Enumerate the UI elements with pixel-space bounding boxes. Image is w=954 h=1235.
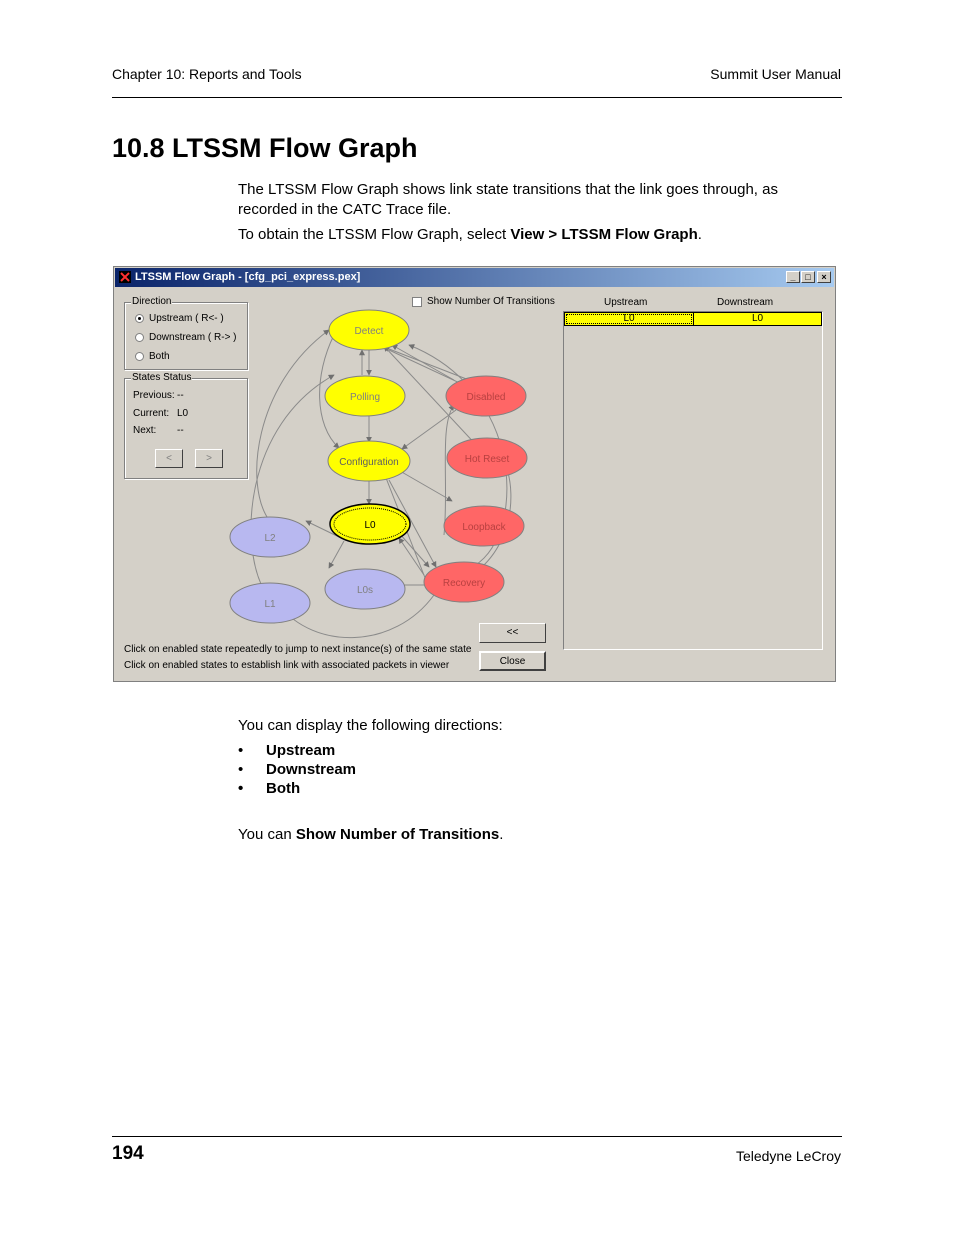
direction-legend: Direction <box>132 296 172 307</box>
close-button[interactable]: Close <box>479 651 546 671</box>
ltssm-flow-graph <box>224 305 554 645</box>
radio-upstream-label: Upstream ( R<- ) <box>149 313 224 324</box>
label-polling: Polling <box>349 392 381 403</box>
maximize-button[interactable]: □ <box>801 271 815 283</box>
radio-downstream[interactable] <box>135 333 144 342</box>
label-disabled: Disabled <box>466 392 506 403</box>
next-value: -- <box>177 425 184 436</box>
footer-rule <box>112 1136 842 1137</box>
minimize-button[interactable]: _ <box>786 271 800 283</box>
label-configuration: Configuration <box>339 457 399 468</box>
upstream-cell[interactable]: L0 <box>564 312 694 326</box>
label-recovery: Recovery <box>442 578 486 589</box>
label-l1: L1 <box>264 599 276 610</box>
transitions-table[interactable] <box>563 311 823 650</box>
bullet: • <box>238 742 244 759</box>
hint-jump: Click on enabled state repeatedly to jump to next instance(s) of the same state <box>124 644 472 655</box>
current-value: L0 <box>177 408 189 419</box>
show-transitions-paragraph <box>238 825 828 845</box>
prev-state-button[interactable]: < <box>155 449 183 468</box>
current-label: Current: <box>133 408 170 419</box>
radio-both-label: Both <box>149 351 170 362</box>
directions-intro: You can display the following directions: <box>238 717 503 734</box>
collapse-button[interactable]: << <box>479 623 546 643</box>
label-hot-reset: Hot Reset <box>464 454 510 465</box>
previous-label: Previous: <box>133 390 175 401</box>
hint-link: Click on enabled states to establish link with associated packets in viewer <box>124 660 450 671</box>
show-transitions-bold: Show Number of Transitions <box>295 826 500 843</box>
ltssm-window <box>113 266 836 682</box>
title-bar[interactable] <box>115 268 834 287</box>
direction-item-label: Both <box>266 780 301 797</box>
downstream-cell[interactable]: L0 <box>693 312 822 326</box>
label-detect: Detect <box>354 326 384 337</box>
show-suffix: . <box>499 826 504 843</box>
close-window-button[interactable]: × <box>817 271 831 283</box>
manual-header: Summit User Manual <box>710 66 841 82</box>
obtain-paragraph <box>238 225 828 245</box>
intro-paragraph <box>238 180 828 220</box>
previous-value: -- <box>177 390 184 401</box>
label-l2: L2 <box>264 533 276 544</box>
obtain-prefix: To obtain the LTSSM Flow Graph, select <box>238 226 511 243</box>
bullet: • <box>238 780 244 797</box>
states-status-legend: States Status <box>132 372 192 383</box>
company-footer: Teledyne LeCroy <box>735 1148 841 1164</box>
bullet: • <box>238 761 244 778</box>
col-downstream-header: Downstream <box>717 297 774 308</box>
label-l0: L0 <box>364 520 376 531</box>
direction-item-label: Downstream <box>266 761 357 778</box>
next-label: Next: <box>133 425 157 436</box>
window-title: LTSSM Flow Graph - [cfg_pci_express.pex] <box>135 271 361 283</box>
radio-downstream-label: Downstream ( R-> ) <box>149 332 237 343</box>
next-state-button[interactable]: > <box>195 449 223 468</box>
app-icon <box>119 271 131 283</box>
direction-item-label: Upstream <box>266 742 336 759</box>
label-l0s: L0s <box>356 585 374 596</box>
intro-line-2: recorded in the CATC Trace file. <box>238 201 452 218</box>
obtain-suffix: . <box>697 226 702 243</box>
intro-line-1: The LTSSM Flow Graph shows link state transitions that the link goes through, as <box>238 181 778 198</box>
label-loopback: Loopback <box>462 522 506 533</box>
header-rule <box>112 97 842 98</box>
page-number: 194 <box>112 1143 144 1164</box>
show-transitions-label: Show Number Of Transitions <box>427 296 555 307</box>
obtain-menu-path: View > LTSSM Flow Graph <box>510 226 698 243</box>
radio-both[interactable] <box>135 352 144 361</box>
chapter-header: Chapter 10: Reports and Tools <box>112 66 302 82</box>
col-upstream-header: Upstream <box>604 297 648 308</box>
radio-upstream[interactable] <box>135 314 144 323</box>
show-prefix: You can <box>238 826 296 843</box>
section-title: 10.8 LTSSM Flow Graph <box>112 133 418 163</box>
